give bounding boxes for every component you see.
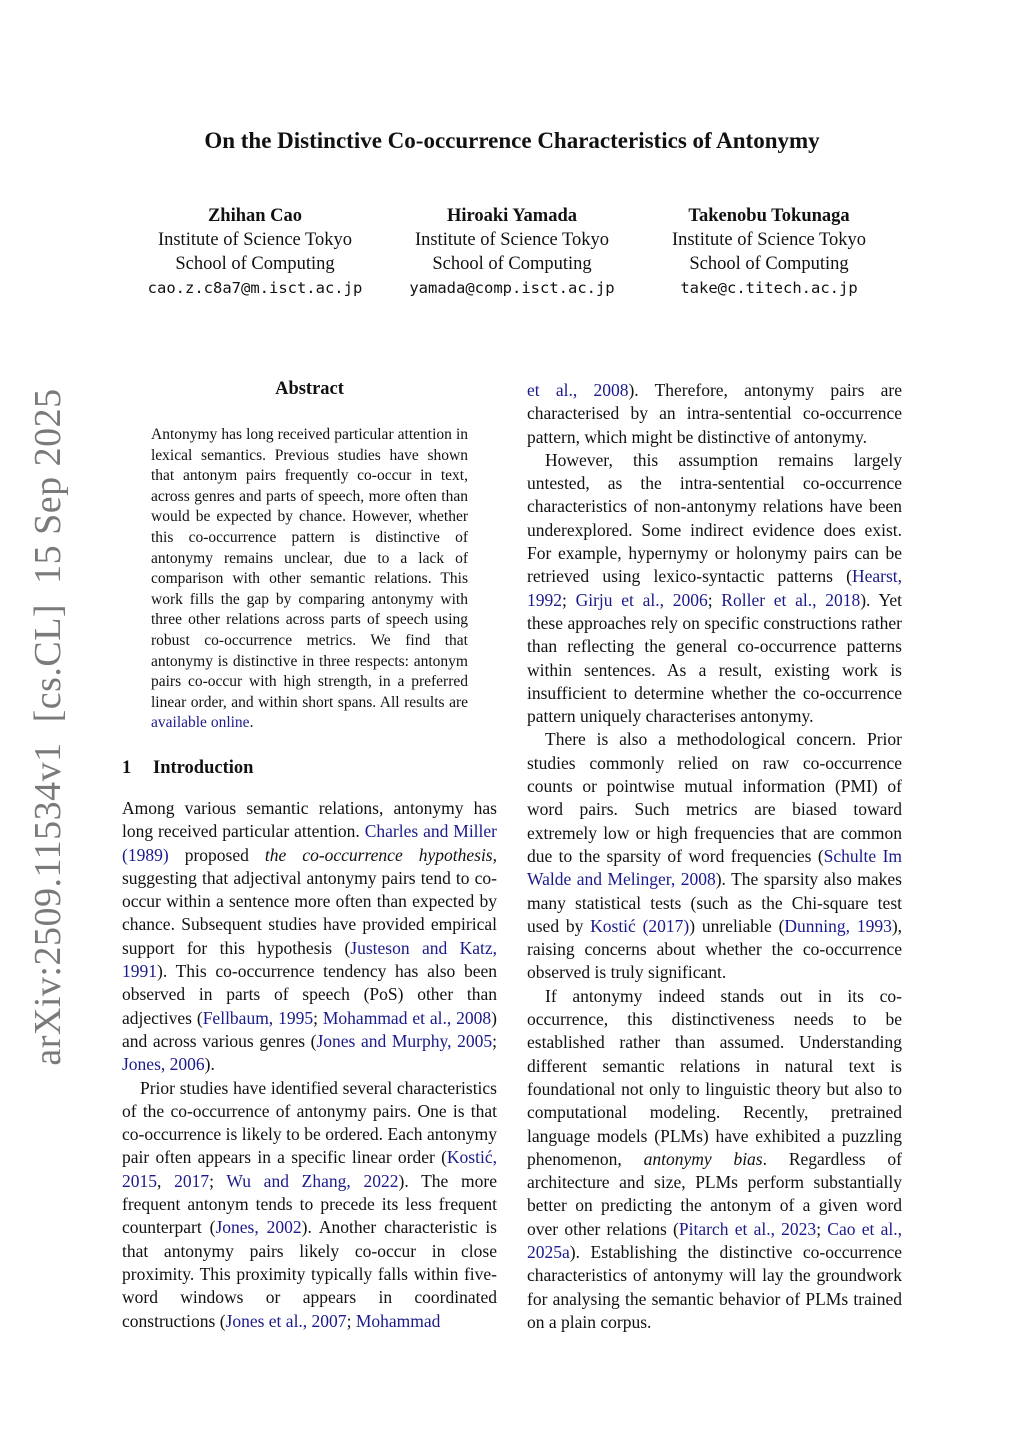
citation-link[interactable]: Charles and Miller (1989) [122, 821, 498, 865]
abstract-body [151, 425, 468, 734]
author-email[interactable]: yamada@comp.isct.ac.jp [409, 279, 615, 297]
intro-paragraph-1 [122, 797, 497, 1077]
text-span: ). The more frequent antonym tends to precede its less frequent counterpart ( [122, 1170, 498, 1238]
available-online-link[interactable]: available online [151, 714, 250, 732]
text-span: ; [816, 1218, 828, 1239]
text-span: ). Therefore, antonymy pairs are characterised by an intra-sentential co-occurrence pattern, which might be distinctive of antonymy. [527, 380, 902, 447]
left-column [122, 797, 497, 1333]
text-span: ). [204, 1054, 215, 1075]
text-span: ; [492, 1030, 497, 1051]
citation-link[interactable]: Hearst, 1992 [527, 566, 902, 610]
citation-link[interactable]: Jones, 2002 [215, 1217, 302, 1238]
text-span: ). This co-occurrence tendency has also been observed in parts of speech (PoS) other than adjectives ( [122, 961, 497, 1028]
abstract-heading: Abstract [275, 379, 344, 399]
text-span: . Regardless of architecture and size, PLMs perform substantially better on predicting the antonym of a given word over other relations ( [527, 1148, 902, 1239]
intro-paragraph-3 [527, 449, 902, 729]
citation-link[interactable]: Roller et al., 2018 [721, 589, 861, 610]
author-email[interactable]: take@c.titech.ac.jp [680, 279, 858, 297]
emphasis-text: the co-occurrence hypothesis [264, 844, 493, 865]
right-column [527, 379, 902, 1334]
citation-link[interactable]: Fellbaum, 1995 [202, 1007, 314, 1028]
text-span: Prior studies have identified several characteristics of the co-occurrence of antonymy pairs. One is that co-occurrence is likely to be ordered. Each antonymy pair often appears in a specific linear order ( [122, 1077, 497, 1168]
citation-link[interactable]: Jones et al., 2007 [225, 1310, 347, 1331]
citation-link[interactable]: Kostić (2017) [590, 915, 690, 936]
citation-link[interactable]: Jones and Murphy, 2005 [316, 1030, 493, 1051]
citation-link[interactable]: Girju et al., 2006 [575, 589, 708, 610]
text-span: ), raising concerns about whether the co-occurrence observed is truly significant. [527, 915, 903, 983]
abstract-end: . [249, 714, 254, 732]
citation-link[interactable]: Pitarch et al., 2023 [678, 1218, 817, 1239]
citation-link[interactable]: Mohammad et al., 2008 [322, 1007, 492, 1028]
section-heading-introduction [122, 758, 253, 779]
citation-link[interactable]: Kostić, 2015 [122, 1147, 497, 1191]
intro-paragraph-4 [527, 728, 902, 984]
text-span: Among various semantic relations, antonymy has long received particular attention. [122, 798, 497, 842]
citation-link[interactable]: Mohammad [355, 1310, 441, 1331]
author-block-2 [382, 204, 642, 300]
text-span: If antonymy indeed stands out in its co-occurrence, this distinctiveness needs to be established rather than assumed. Understanding different semantic relations in natural text is foundational not only to linguistic theory but also to computational modeling. Recently, pretrained language models (PLMs) have exhibited a puzzling phenomenon, [527, 985, 902, 1169]
intro-paragraph-2 [122, 1077, 497, 1333]
text-span: ). The sparsity also makes many statistical tests (such as the Chi-square test used by [527, 869, 902, 936]
author-school: School of Computing [689, 254, 849, 274]
text-span: ) unreliable ( [689, 915, 785, 936]
text-span: ; [209, 1170, 227, 1191]
author-name: Zhihan Cao [207, 206, 303, 226]
text-span: ; [707, 589, 722, 610]
text-span: ). Yet these approaches rely on specific constructions rather than reflecting the general co-occurrence patterns within sentences. As a result, existing work is insufficient to determine whether the co-occurrence pattern uniquely characterises antonymy. [527, 589, 902, 727]
text-span: However, this assumption remains largely untested, as the intra-sentential co-occurrence characteristics of non-antonymy relations have been underexplored. Some indirect evidence does exist. For example, hypernymy or holonymy pairs can be retrieved using lexico-syntactic patterns ( [527, 449, 902, 587]
text-span: ; [346, 1310, 356, 1331]
intro-paragraph-5 [527, 985, 902, 1334]
abstract-text: Antonymy has long received particular attention in lexical semantics. Previous studies have shown that antonym pairs frequently co-occur in text, across genres and parts of speech, more often than would be expected by chance. However, whether this co-occurrence pattern is distinctive of antonymy remains unclear, due to a lack of comparison with other semantic relations. This work fills the gap by comparing antonymy with three other relations across parts of speech using robust co-occurrence metrics. We find that antonymy is distinctive in three respects: antonym pairs co-occur with high strength, in a preferred linear order, and within short spans. All results are [151, 426, 468, 711]
section-title: Introduction [153, 758, 254, 778]
author-affiliation: Institute of Science Tokyo [157, 230, 353, 250]
author-name: Takenobu Tokunaga [688, 206, 850, 226]
emphasis-text: antonymy bias [643, 1148, 763, 1169]
citation-link[interactable]: Wu and Zhang, 2022 [226, 1170, 399, 1191]
author-block-3 [639, 204, 899, 300]
author-affiliation: Institute of Science Tokyo [671, 230, 867, 250]
text-span: ). Establishing the distinctive co-occurrence characteristics of antonymy will lay the groundwork for analysing the semantic behavior of PLMs trained on a plain corpus. [527, 1241, 902, 1332]
intro-paragraph-2-continued [527, 379, 902, 449]
citation-link[interactable]: Justeson and Katz, 1991 [122, 937, 497, 982]
text-span: ; [313, 1007, 323, 1028]
text-span: ). Another characteristic is that antonymy pairs likely co-occur in close proximity. This proximity typically falls within five-word windows or appears in coordinated constructions ( [122, 1217, 497, 1331]
citation-link[interactable]: Schulte Im Walde and Melinger, 2008 [527, 845, 903, 890]
text-span: proposed [168, 844, 265, 865]
paper-title: On the Distinctive Co-occurrence Characteristics of Antonymy [204, 128, 820, 153]
citation-link[interactable]: 2017 [174, 1170, 210, 1191]
text-span: ) and across various genres ( [122, 1007, 497, 1051]
arxiv-identifier-text: arXiv:2509.11534v1 [cs.CL] 15 Sep 2025 [27, 388, 69, 1066]
author-email[interactable]: cao.z.c8a7@m.isct.ac.jp [147, 279, 363, 297]
citation-link[interactable]: Jones, 2006 [122, 1054, 205, 1075]
text-span: , [157, 1170, 175, 1191]
citation-link[interactable]: Dunning, 1993 [784, 915, 892, 936]
text-span: ; [562, 589, 576, 610]
author-affiliation: Institute of Science Tokyo [414, 230, 610, 250]
text-span: There is also a methodological concern. Prior studies commonly relied on raw co-occurrence counts or pointwise mutual information (PMI) of word pairs. Such metrics are biased toward extremely low or high frequencies that are common due to the sparsity of word frequencies ( [527, 729, 902, 866]
citation-link[interactable]: Cao et al., 2025a [527, 1218, 902, 1262]
text-span: , suggesting that adjectival antonymy pairs tend to co-occur within a sentence more often than expected by chance. Subsequent studies have provided empirical support for this hypothesis ( [122, 844, 497, 958]
author-block-1 [125, 204, 385, 300]
section-number: 1 [122, 758, 132, 778]
author-school: School of Computing [432, 254, 592, 274]
author-school: School of Computing [175, 254, 335, 274]
author-name: Hiroaki Yamada [446, 206, 578, 226]
citation-link[interactable]: et al., 2008 [527, 380, 629, 400]
